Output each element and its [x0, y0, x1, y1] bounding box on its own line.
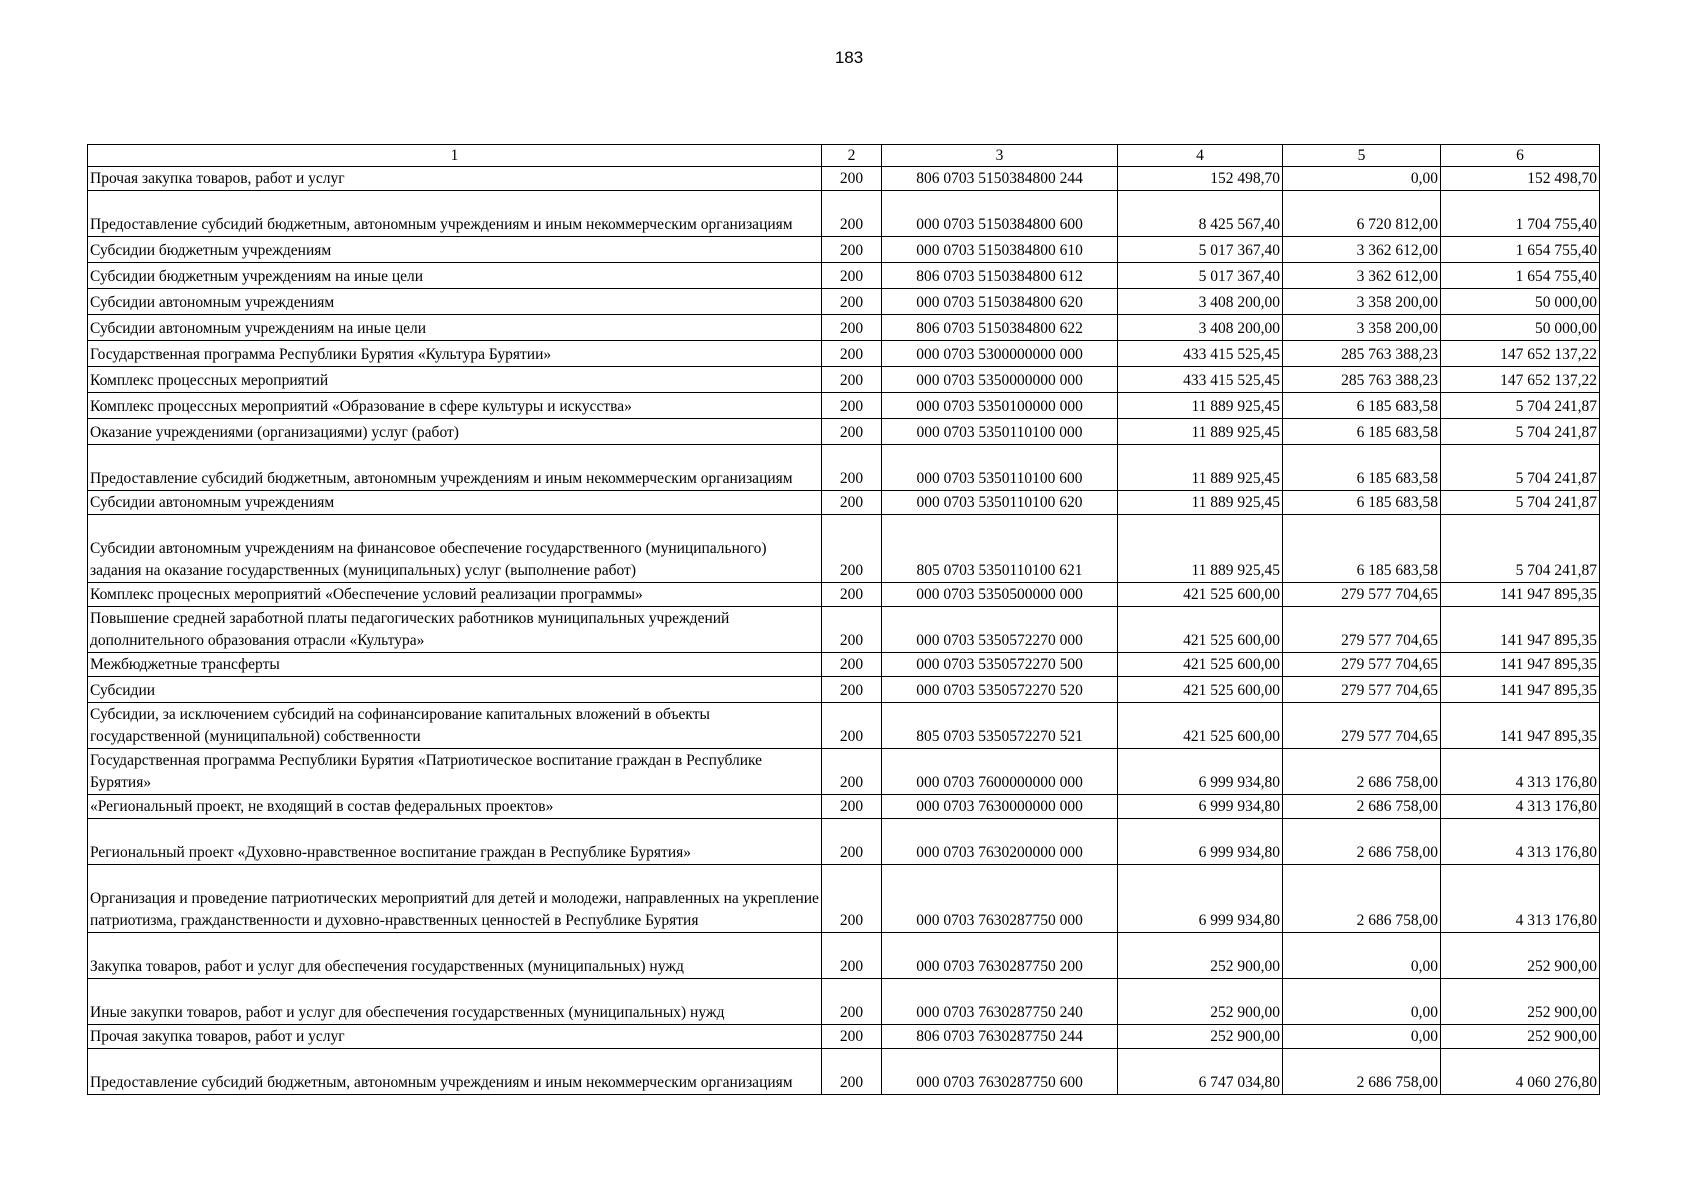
row-value-col5-cell: 279 577 704,65 [1283, 607, 1441, 653]
row-name-cell: Оказание учреждениями (организациями) услуг (работ) [88, 419, 822, 445]
row-value-col4-cell: 152 498,70 [1118, 167, 1283, 191]
row-value-col5-cell: 2 686 758,00 [1283, 819, 1441, 865]
row-value-col5-cell: 0,00 [1283, 933, 1441, 979]
row-code-cell: 200 [822, 749, 882, 795]
row-value-col6-cell: 1 704 755,40 [1441, 191, 1600, 237]
row-code-cell: 200 [822, 795, 882, 819]
row-name-cell: Иные закупки товаров, работ и услуг для обеспечения государственных (муниципальных) нужд [88, 979, 822, 1025]
row-name-cell: Прочая закупка товаров, работ и услуг [88, 1025, 822, 1049]
row-code-cell: 200 [822, 315, 882, 341]
row-value-col6-cell: 5 704 241,87 [1441, 515, 1600, 583]
table-row [88, 341, 1600, 367]
table-row [88, 289, 1600, 315]
row-classification-cell: 000 0703 7630200000 000 [882, 819, 1118, 865]
row-classification-cell: 000 0703 5350110100 620 [882, 491, 1118, 515]
row-value-col6-cell: 5 704 241,87 [1441, 419, 1600, 445]
row-value-col6-cell: 252 900,00 [1441, 933, 1600, 979]
table-row [88, 865, 1600, 933]
row-name-cell: Субсидии бюджетным учреждениям на иные цели [88, 263, 822, 289]
table-row [88, 191, 1600, 237]
table-row [88, 367, 1600, 393]
row-value-col5-cell: 6 185 683,58 [1283, 445, 1441, 491]
row-name-cell: Межбюджетные трансферты [88, 653, 822, 677]
row-value-col5-cell: 6 185 683,58 [1283, 393, 1441, 419]
row-name-cell: Государственная программа Республики Бурятия «Культура Бурятии» [88, 341, 822, 367]
row-value-col5-cell: 6 185 683,58 [1283, 491, 1441, 515]
row-value-col6-cell: 141 947 895,35 [1441, 607, 1600, 653]
row-value-col4-cell: 252 900,00 [1118, 979, 1283, 1025]
row-value-col5-cell: 3 358 200,00 [1283, 289, 1441, 315]
row-classification-cell: 000 0703 7630000000 000 [882, 795, 1118, 819]
row-value-col5-cell: 0,00 [1283, 167, 1441, 191]
row-classification-cell: 000 0703 5300000000 000 [882, 341, 1118, 367]
row-classification-cell: 000 0703 5350110100 600 [882, 445, 1118, 491]
row-value-col4-cell: 6 999 934,80 [1118, 749, 1283, 795]
row-value-col4-cell: 3 408 200,00 [1118, 289, 1283, 315]
table-row [88, 653, 1600, 677]
page-number: 183 [834, 48, 864, 67]
row-classification-cell: 000 0703 5150384800 620 [882, 289, 1118, 315]
row-value-col5-cell: 279 577 704,65 [1283, 703, 1441, 749]
row-value-col6-cell: 4 313 176,80 [1441, 749, 1600, 795]
row-name-cell: Субсидии автономным учреждениям [88, 491, 822, 515]
table-header-row [88, 145, 1600, 167]
row-value-col5-cell: 279 577 704,65 [1283, 677, 1441, 703]
row-code-cell: 200 [822, 491, 882, 515]
row-name-cell: «Региональный проект, не входящий в состав федеральных проектов» [88, 795, 822, 819]
row-name-cell: Закупка товаров, работ и услуг для обеспечения государственных (муниципальных) нужд [88, 933, 822, 979]
row-value-col6-cell: 50 000,00 [1441, 315, 1600, 341]
row-classification-cell: 000 0703 5350572270 500 [882, 653, 1118, 677]
table-row [88, 795, 1600, 819]
row-code-cell: 200 [822, 515, 882, 583]
row-value-col6-cell: 1 654 755,40 [1441, 237, 1600, 263]
row-value-col4-cell: 433 415 525,45 [1118, 367, 1283, 393]
row-value-col4-cell: 6 999 934,80 [1118, 865, 1283, 933]
row-code-cell: 200 [822, 1049, 882, 1095]
row-value-col4-cell: 421 525 600,00 [1118, 703, 1283, 749]
row-value-col6-cell: 147 652 137,22 [1441, 341, 1600, 367]
row-value-col6-cell: 5 704 241,87 [1441, 491, 1600, 515]
row-classification-cell: 805 0703 5350110100 621 [882, 515, 1118, 583]
row-value-col4-cell: 11 889 925,45 [1118, 419, 1283, 445]
row-value-col6-cell: 252 900,00 [1441, 979, 1600, 1025]
row-classification-cell: 806 0703 5150384800 244 [882, 167, 1118, 191]
row-code-cell: 200 [822, 677, 882, 703]
row-classification-cell: 806 0703 7630287750 244 [882, 1025, 1118, 1049]
row-classification-cell: 000 0703 5350572270 000 [882, 607, 1118, 653]
row-value-col6-cell: 141 947 895,35 [1441, 583, 1600, 607]
row-code-cell: 200 [822, 289, 882, 315]
row-value-col4-cell: 421 525 600,00 [1118, 653, 1283, 677]
row-value-col5-cell: 0,00 [1283, 979, 1441, 1025]
row-classification-cell: 000 0703 7630287750 200 [882, 933, 1118, 979]
row-classification-cell: 000 0703 7630287750 600 [882, 1049, 1118, 1095]
row-value-col6-cell: 4 313 176,80 [1441, 865, 1600, 933]
row-code-cell: 200 [822, 653, 882, 677]
row-code-cell: 200 [822, 445, 882, 491]
row-value-col4-cell: 433 415 525,45 [1118, 341, 1283, 367]
row-value-col4-cell: 421 525 600,00 [1118, 677, 1283, 703]
row-code-cell: 200 [822, 263, 882, 289]
table-row [88, 237, 1600, 263]
row-value-col6-cell: 5 704 241,87 [1441, 393, 1600, 419]
row-name-cell: Субсидии автономным учреждениям [88, 289, 822, 315]
table-row [88, 819, 1600, 865]
row-name-cell: Комплекс процессных мероприятий [88, 367, 822, 393]
row-classification-cell: 000 0703 5350500000 000 [882, 583, 1118, 607]
table-row [88, 393, 1600, 419]
row-value-col4-cell: 421 525 600,00 [1118, 607, 1283, 653]
row-code-cell: 200 [822, 819, 882, 865]
row-name-cell: Предоставление субсидий бюджетным, автономным учреждениям и иным некоммерческим организациям [88, 445, 822, 491]
row-classification-cell: 000 0703 5350572270 520 [882, 677, 1118, 703]
row-code-cell: 200 [822, 419, 882, 445]
row-value-col5-cell: 2 686 758,00 [1283, 795, 1441, 819]
row-value-col4-cell: 6 999 934,80 [1118, 819, 1283, 865]
row-name-cell: Субсидии [88, 677, 822, 703]
table-row [88, 515, 1600, 583]
row-value-col6-cell: 141 947 895,35 [1441, 677, 1600, 703]
row-value-col4-cell: 11 889 925,45 [1118, 515, 1283, 583]
row-name-cell: Субсидии автономным учреждениям на финансовое обеспечение государственного (муниципального) задания на оказание государственных (муниципальных) услуг (выполнение работ) [88, 515, 822, 583]
row-value-col5-cell: 2 686 758,00 [1283, 865, 1441, 933]
row-value-col6-cell: 4 313 176,80 [1441, 819, 1600, 865]
table-row [88, 263, 1600, 289]
row-value-col6-cell: 50 000,00 [1441, 289, 1600, 315]
row-code-cell: 200 [822, 167, 882, 191]
row-value-col5-cell: 2 686 758,00 [1283, 1049, 1441, 1095]
row-value-col5-cell: 2 686 758,00 [1283, 749, 1441, 795]
row-classification-cell: 806 0703 5150384800 612 [882, 263, 1118, 289]
row-value-col5-cell: 285 763 388,23 [1283, 367, 1441, 393]
table-row [88, 315, 1600, 341]
row-code-cell: 200 [822, 341, 882, 367]
row-classification-cell: 000 0703 7630287750 240 [882, 979, 1118, 1025]
row-value-col5-cell: 3 362 612,00 [1283, 237, 1441, 263]
row-code-cell: 200 [822, 393, 882, 419]
table-row [88, 979, 1600, 1025]
row-value-col4-cell: 252 900,00 [1118, 933, 1283, 979]
row-value-col5-cell: 3 362 612,00 [1283, 263, 1441, 289]
row-value-col6-cell: 4 313 176,80 [1441, 795, 1600, 819]
row-name-cell: Региональный проект «Духовно-нравственное воспитание граждан в Республике Бурятия» [88, 819, 822, 865]
row-classification-cell: 000 0703 7630287750 000 [882, 865, 1118, 933]
table-row [88, 445, 1600, 491]
row-classification-cell: 000 0703 5150384800 610 [882, 237, 1118, 263]
row-code-cell: 200 [822, 191, 882, 237]
row-classification-cell: 805 0703 5350572270 521 [882, 703, 1118, 749]
row-classification-cell: 000 0703 5350000000 000 [882, 367, 1118, 393]
column-header: 3 [882, 145, 1118, 167]
table-row [88, 933, 1600, 979]
row-value-col6-cell: 152 498,70 [1441, 167, 1600, 191]
row-value-col6-cell: 252 900,00 [1441, 1025, 1600, 1049]
row-name-cell: Прочая закупка товаров, работ и услуг [88, 167, 822, 191]
row-value-col4-cell: 5 017 367,40 [1118, 237, 1283, 263]
row-name-cell: Предоставление субсидий бюджетным, автономным учреждениям и иным некоммерческим организациям [88, 191, 822, 237]
column-header: 6 [1441, 145, 1600, 167]
row-value-col4-cell: 6 999 934,80 [1118, 795, 1283, 819]
row-classification-cell: 000 0703 5350100000 000 [882, 393, 1118, 419]
table-row [88, 167, 1600, 191]
row-name-cell: Субсидии бюджетным учреждениям [88, 237, 822, 263]
row-name-cell: Комплекс процессных мероприятий «Образование в сфере культуры и искусства» [88, 393, 822, 419]
row-value-col5-cell: 279 577 704,65 [1283, 653, 1441, 677]
row-name-cell: Субсидии автономным учреждениям на иные цели [88, 315, 822, 341]
table-row [88, 419, 1600, 445]
table-row [88, 749, 1600, 795]
row-value-col5-cell: 6 185 683,58 [1283, 515, 1441, 583]
row-value-col5-cell: 279 577 704,65 [1283, 583, 1441, 607]
row-code-cell: 200 [822, 583, 882, 607]
row-name-cell: Предоставление субсидий бюджетным, автономным учреждениям и иным некоммерческим организациям [88, 1049, 822, 1095]
row-value-col4-cell: 11 889 925,45 [1118, 393, 1283, 419]
row-value-col4-cell: 3 408 200,00 [1118, 315, 1283, 341]
row-name-cell: Государственная программа Республики Бурятия «Патриотическое воспитание граждан в Республике Бурятия» [88, 749, 822, 795]
row-classification-cell: 000 0703 5150384800 600 [882, 191, 1118, 237]
column-header: 4 [1118, 145, 1283, 167]
row-value-col6-cell: 141 947 895,35 [1441, 703, 1600, 749]
row-value-col4-cell: 5 017 367,40 [1118, 263, 1283, 289]
table-row [88, 1049, 1600, 1095]
row-classification-cell: 000 0703 5350110100 000 [882, 419, 1118, 445]
row-code-cell: 200 [822, 865, 882, 933]
row-classification-cell: 806 0703 5150384800 622 [882, 315, 1118, 341]
table-row [88, 491, 1600, 515]
row-name-cell: Организация и проведение патриотических мероприятий для детей и молодежи, направленных на укрепление патриотизма, гражданственности и духовно-нравственных ценностей в Республике Бурятия [88, 865, 822, 933]
row-value-col6-cell: 1 654 755,40 [1441, 263, 1600, 289]
table-row [88, 677, 1600, 703]
column-header: 2 [822, 145, 882, 167]
row-name-cell: Комплекс процесных мероприятий «Обеспечение условий реализации программы» [88, 583, 822, 607]
row-code-cell: 200 [822, 237, 882, 263]
row-value-col4-cell: 252 900,00 [1118, 1025, 1283, 1049]
table-row [88, 607, 1600, 653]
table-row [88, 703, 1600, 749]
row-code-cell: 200 [822, 367, 882, 393]
row-value-col4-cell: 11 889 925,45 [1118, 491, 1283, 515]
row-code-cell: 200 [822, 703, 882, 749]
column-header: 1 [88, 145, 822, 167]
row-value-col4-cell: 8 425 567,40 [1118, 191, 1283, 237]
row-value-col5-cell: 0,00 [1283, 1025, 1441, 1049]
column-header: 5 [1283, 145, 1441, 167]
row-name-cell: Субсидии, за исключением субсидий на софинансирование капитальных вложений в объекты государственной (муниципальной) собственности [88, 703, 822, 749]
row-code-cell: 200 [822, 607, 882, 653]
row-value-col6-cell: 147 652 137,22 [1441, 367, 1600, 393]
row-name-cell: Повышение средней заработной платы педагогических работников муниципальных учреждений дополнительного образования отрасли «Культура» [88, 607, 822, 653]
row-value-col5-cell: 6 720 812,00 [1283, 191, 1441, 237]
table-row [88, 1025, 1600, 1049]
row-value-col4-cell: 421 525 600,00 [1118, 583, 1283, 607]
row-value-col6-cell: 5 704 241,87 [1441, 445, 1600, 491]
row-classification-cell: 000 0703 7600000000 000 [882, 749, 1118, 795]
row-value-col5-cell: 6 185 683,58 [1283, 419, 1441, 445]
row-value-col4-cell: 6 747 034,80 [1118, 1049, 1283, 1095]
table-row [88, 583, 1600, 607]
row-code-cell: 200 [822, 1025, 882, 1049]
row-code-cell: 200 [822, 979, 882, 1025]
row-value-col6-cell: 4 060 276,80 [1441, 1049, 1600, 1095]
row-value-col5-cell: 285 763 388,23 [1283, 341, 1441, 367]
row-value-col6-cell: 141 947 895,35 [1441, 653, 1600, 677]
row-value-col4-cell: 11 889 925,45 [1118, 445, 1283, 491]
budget-table [87, 144, 1600, 1095]
row-code-cell: 200 [822, 933, 882, 979]
row-value-col5-cell: 3 358 200,00 [1283, 315, 1441, 341]
